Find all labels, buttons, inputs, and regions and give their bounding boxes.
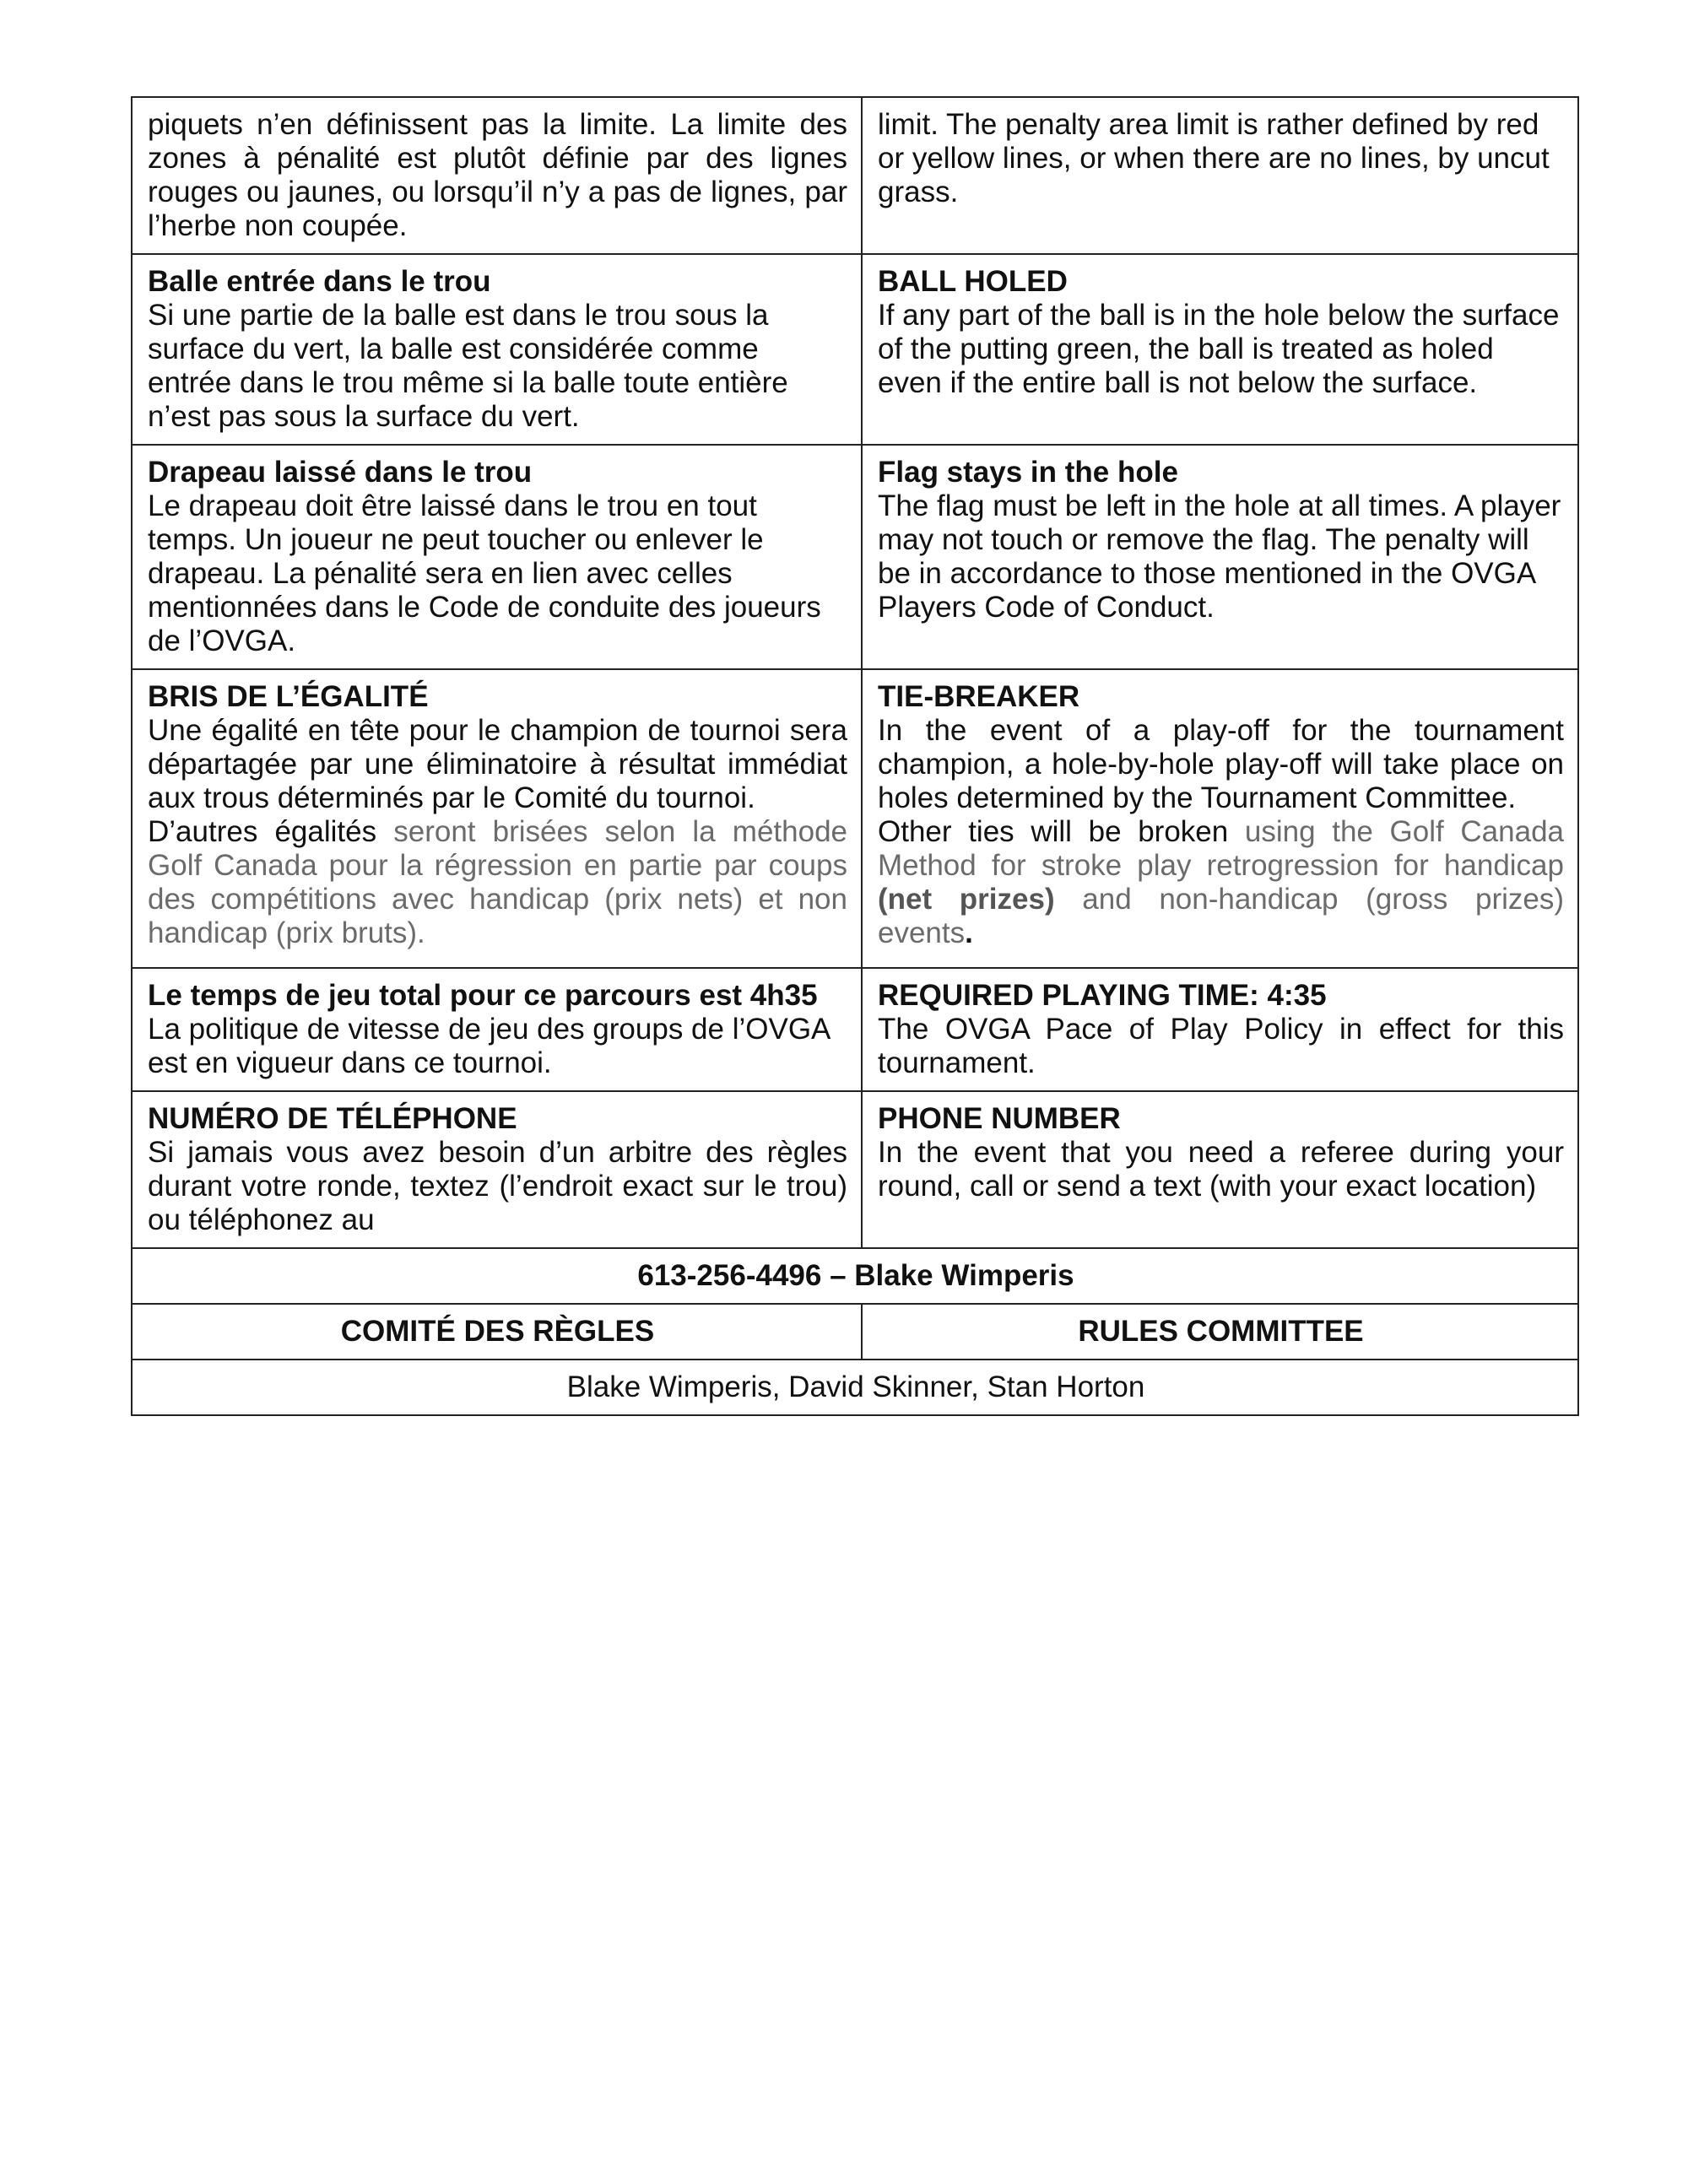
- table-row: [132, 968, 1578, 1091]
- rules-committee-members: Blake Wimperis, David Skinner, Stan Horton: [132, 1360, 1578, 1415]
- ball-holed-fr-cell: [132, 254, 862, 445]
- playing-time-en-heading: REQUIRED PLAYING TIME: 4:35: [878, 979, 1327, 1012]
- other-ties-en-gross: and non-handicap (gross prizes) events: [878, 883, 1564, 949]
- phone-en-text: In the event that you need a referee during your round, call or send a text (with your exact location): [878, 1136, 1564, 1203]
- table-row: [132, 1248, 1578, 1304]
- referee-contact: 613-256-4496 – Blake Wimperis: [132, 1248, 1578, 1304]
- phone-fr-cell: [132, 1091, 862, 1248]
- penalty-area-fr-text: piquets n’en définissent pas la limite. La limite des zones à pénalité est plutôt définie par des lignes rouges ou jaunes, ou lorsqu’il n’y a pas de lignes, par l’herbe non coupée.: [148, 108, 847, 242]
- table-row: [132, 254, 1578, 445]
- other-ties-fr-rest: seront brisées selon la méthode Golf Canada pour la régression en partie par coups des compétitions avec handicap (prix nets) et non handicap (prix bruts).: [148, 815, 847, 949]
- flag-fr-cell: [132, 445, 862, 669]
- table-row: [132, 1360, 1578, 1415]
- tie-breaker-fr-other-ties: [148, 815, 847, 950]
- flag-fr-heading: Drapeau laissé dans le trou: [148, 456, 533, 489]
- tie-breaker-fr-cell: [132, 669, 862, 968]
- table-row: [132, 1304, 1578, 1360]
- phone-fr-text: Si jamais vous avez besoin d’un arbitre des règles durant votre ronde, textez (l’endroit exact sur le trou) ou téléphonez au: [148, 1136, 847, 1236]
- tie-breaker-fr-text: Une égalité en tête pour le champion de tournoi sera départagée par une éliminatoire à résultat immédiat aux trous déterminés par le Comité du tournoi.: [148, 714, 847, 814]
- penalty-area-fr-cell: [132, 97, 862, 254]
- rules-committee-fr-heading: COMITÉ DES RÈGLES: [132, 1304, 862, 1360]
- phone-en-heading: PHONE NUMBER: [878, 1102, 1121, 1135]
- tie-breaker-en-heading: TIE-BREAKER: [878, 680, 1080, 713]
- other-ties-en-net-prizes: (net prizes): [878, 883, 1055, 916]
- local-rules-table: [131, 96, 1579, 1416]
- playing-time-fr-text: La politique de vitesse de jeu des groups de l’OVGA est en vigueur dans ce tournoi.: [148, 1013, 830, 1079]
- tie-breaker-en-text: In the event of a play-off for the tournament champion, a hole-by-hole play-off will take place on holes determined by the Tournament Committee.: [878, 714, 1564, 814]
- playing-time-fr-heading: Le temps de jeu total pour ce parcours est 4h35: [148, 979, 818, 1012]
- phone-en-cell: [862, 1091, 1578, 1248]
- rules-committee-en-heading: RULES COMMITTEE: [862, 1304, 1578, 1360]
- flag-en-heading: Flag stays in the hole: [878, 456, 1178, 489]
- penalty-area-en-text: limit. The penalty area limit is rather defined by red or yellow lines, or when there are no lines, by uncut grass.: [878, 108, 1550, 208]
- ball-holed-fr-heading: Balle entrée dans le trou: [148, 265, 491, 298]
- flag-fr-text: Le drapeau doit être laissé dans le trou en tout temps. Un joueur ne peut toucher ou enlever le drapeau. La pénalité sera en lien avec celles mentionnées dans le Code de conduite des joueurs de l’OVGA.: [148, 489, 821, 657]
- flag-en-text: The flag must be left in the hole at all times. A player may not touch or remove the flag. The penalty will be in accordance to those mentioned in the OVGA Players Code of Conduct.: [878, 489, 1561, 624]
- table-row: [132, 97, 1578, 254]
- playing-time-fr-cell: [132, 968, 862, 1091]
- ball-holed-en-text: If any part of the ball is in the hole below the surface of the putting green, the ball is treated as holed even if the entire ball is not below the surface.: [878, 299, 1560, 399]
- penalty-area-en-cell: [862, 97, 1578, 254]
- ball-holed-en-cell: [862, 254, 1578, 445]
- playing-time-en-cell: [862, 968, 1578, 1091]
- ball-holed-en-heading: BALL HOLED: [878, 265, 1068, 298]
- other-ties-en-method: using the Golf Canada Method for stroke play retrogression for handicap: [878, 815, 1564, 882]
- tie-breaker-fr-heading: BRIS DE L’ÉGALITÉ: [148, 680, 429, 713]
- other-ties-en-period: .: [965, 916, 973, 949]
- table-row: [132, 445, 1578, 669]
- other-ties-fr-lead: D’autres égalités: [148, 815, 377, 848]
- phone-fr-heading: NUMÉRO DE TÉLÉPHONE: [148, 1102, 517, 1135]
- other-ties-en-lead: Other ties will be broken: [878, 815, 1229, 848]
- tie-breaker-en-cell: [862, 669, 1578, 968]
- ball-holed-fr-text: Si une partie de la balle est dans le trou sous la surface du vert, la balle est considérée comme entrée dans le trou même si la balle toute entière n’est pas sous la surface du vert.: [148, 299, 788, 433]
- table-row: [132, 669, 1578, 968]
- playing-time-en-text: The OVGA Pace of Play Policy in effect for this tournament.: [878, 1013, 1564, 1079]
- table-row: [132, 1091, 1578, 1248]
- tie-breaker-en-other-ties: [878, 815, 1564, 950]
- flag-en-cell: [862, 445, 1578, 669]
